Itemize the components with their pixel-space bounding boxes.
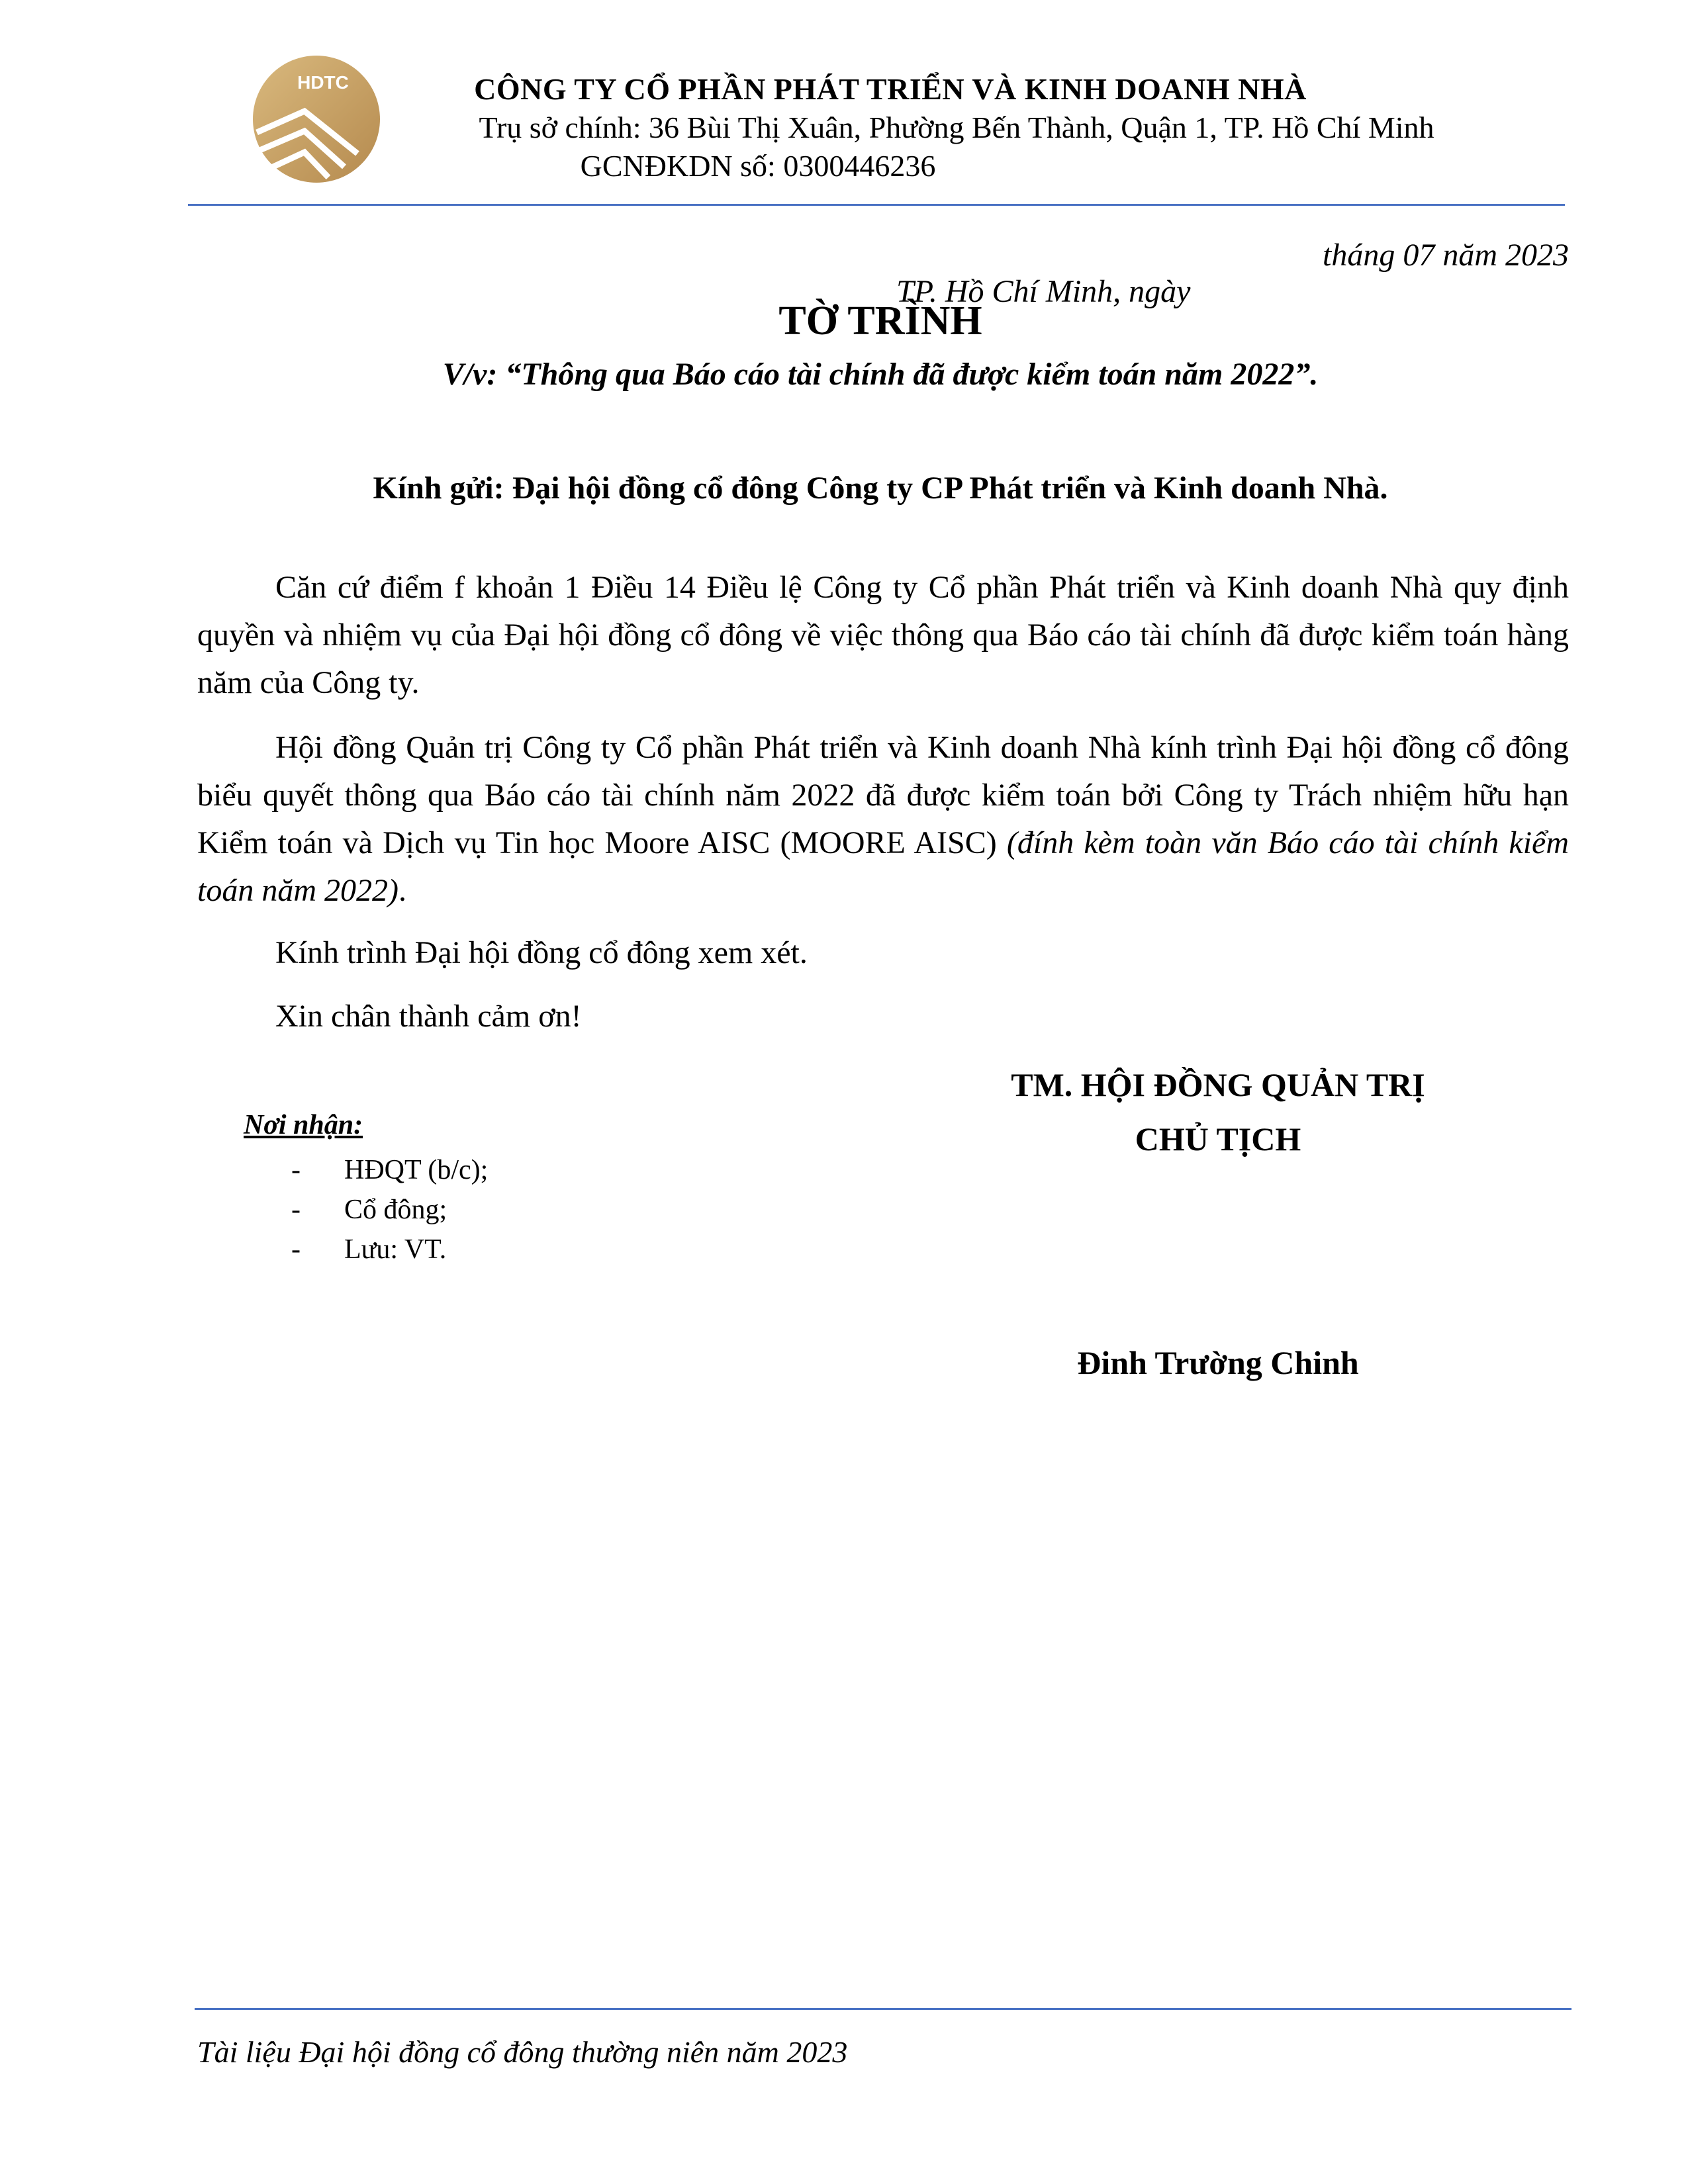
body-paragraph-2-attachment-note: (đính kèm toàn văn Báo cáo tài chính kiểm toán năm 2022) (197, 825, 1570, 908)
document-subject: V/v: “Thông qua Báo cáo tài chính đã được kiểm toán năm 2022”. (442, 357, 1319, 392)
recipients-label: Nơi nhận: (244, 1110, 363, 1140)
recipient-item (291, 1150, 488, 1190)
footer-divider (195, 2008, 1571, 2010)
recipient-item-text: Cổ đông; (344, 1195, 447, 1225)
date-place: TP. Hồ Chí Minh, ngày (896, 274, 1191, 309)
recipient-item-text: HĐQT (b/c); (344, 1155, 489, 1185)
recipient-item (291, 1190, 488, 1230)
company-logo (252, 54, 381, 184)
recipient-bullet: - (291, 1234, 301, 1265)
signature-title: CHỦ TỊCH (1135, 1120, 1301, 1158)
signatory-name: Đinh Trường Chinh (1077, 1344, 1359, 1381)
body-paragraph-2-text: Hội đồng Quản trị Công ty Cổ phần Phát triển và Kinh doanh Nhà kính trình Đại hội đồng cổ đông biểu quyết thông qua Báo cáo tài chính năm 2022 đã được kiểm toán bởi Công ty Trách nhiệm hữu hạn Kiểm toán và Dịch vụ Tin học Moore AISC (MOORE AISC) (197, 730, 1569, 860)
date-month-year: tháng 07 năm 2023 (1323, 238, 1569, 273)
header-divider (188, 204, 1565, 206)
logo-text: HDTC (297, 72, 349, 93)
footer-text: Tài liệu Đại hội đồng cổ đông thường niên năm 2023 (197, 2035, 848, 2069)
body-paragraph-1: Căn cứ điểm f khoản 1 Điều 14 Điều lệ Công ty Cổ phần Phát triển và Kinh doanh Nhà quy định quyền và nhiệm vụ của Đại hội đồng cổ đông về việc thông qua Báo cáo tài chính đã được kiểm toán hàng năm của Công ty. (197, 570, 1569, 700)
company-address: Trụ sở chính: 36 Bùi Thị Xuân, Phường Bến Thành, Quận 1, TP. Hồ Chí Minh (479, 111, 1434, 144)
recipients-list (291, 1150, 488, 1269)
recipient-bullet: - (291, 1195, 301, 1225)
body-paragraph-4: Xin chân thành cảm ơn! (275, 999, 582, 1034)
signature-role: TM. HỘI ĐỒNG QUẢN TRỊ (1011, 1066, 1425, 1103)
document-title: TỜ TRÌNH (778, 298, 982, 343)
company-registration: GCNĐKDN số: 0300446236 (580, 149, 936, 183)
recipient-item (291, 1230, 488, 1269)
body-paragraph-3: Kính trình Đại hội đồng cổ đông xem xét. (275, 935, 808, 970)
company-name: CÔNG TY CỔ PHẦN PHÁT TRIỂN VÀ KINH DOANH NHÀ (474, 72, 1307, 106)
recipient-bullet: - (291, 1155, 301, 1185)
recipient-item-text: Lưu: VT. (344, 1234, 447, 1265)
body-paragraph-2 (197, 724, 1569, 915)
addressee: Kính gửi: Đại hội đồng cổ đông Công ty CP Phát triển và Kinh doanh Nhà. (373, 471, 1388, 506)
body-paragraph-2-end: . (398, 873, 406, 908)
